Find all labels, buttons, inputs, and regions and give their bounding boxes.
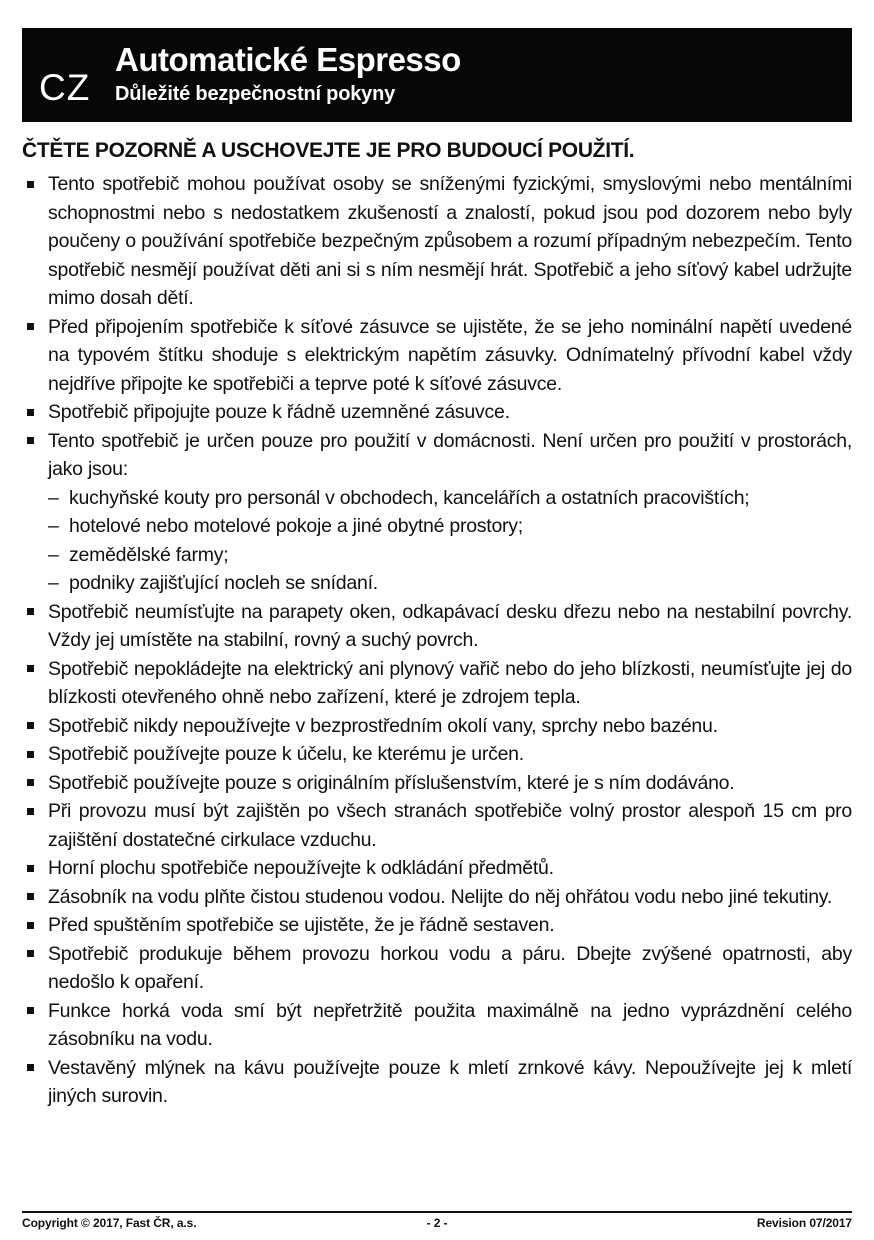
list-item-text: Při provozu musí být zajištěn po všech stranách spotřebiče volný prostor alespoň 15 cm pro zajištění dostatečné cirkulace vzduchu.	[48, 800, 852, 851]
square-bullet-icon	[27, 751, 34, 758]
list-item	[22, 911, 852, 940]
list-item	[22, 769, 852, 798]
safety-instructions-list	[22, 170, 852, 1111]
square-bullet-icon	[27, 437, 34, 444]
list-item	[22, 170, 852, 313]
list-item	[22, 797, 852, 854]
square-bullet-icon	[27, 893, 34, 900]
footer	[22, 1211, 852, 1230]
square-bullet-icon	[27, 181, 34, 188]
sub-list-item-text: podniky zajišťující nocleh se snídaní.	[69, 572, 378, 594]
square-bullet-icon	[27, 865, 34, 872]
list-item	[22, 313, 852, 399]
section-heading: ČTĚTE POZORNĚ A USCHOVEJTE JE PRO BUDOUCÍ POUŽITÍ.	[22, 139, 635, 162]
square-bullet-icon	[27, 779, 34, 786]
list-item-text: Spotřebič používejte pouze s originálním příslušenstvím, které je s ním dodáváno.	[48, 771, 735, 794]
list-item-text: Funkce horká voda smí být nepřetržitě použita maximálně na jedno vyprázdnění celého zásobníku na vodu.	[48, 999, 852, 1050]
title-block	[115, 41, 461, 106]
revision-text: Revision 07/2017	[756, 1216, 853, 1230]
list-item-text: Před připojením spotřebiče k síťové zásuvce se ujistěte, že se jeho nominální napětí uvedené na typovém štítku shoduje s elektrickým napětím zásuvky. Odnímatelný přívodní kabel vždy nejdříve připojte ke spotřebiči a teprve poté k síťové zásuvce.	[48, 315, 852, 395]
language-code-label: CZ	[39, 67, 91, 108]
square-bullet-icon	[27, 1007, 34, 1014]
square-bullet-icon	[27, 608, 34, 615]
sub-list-item-text: zemědělské farmy;	[69, 543, 229, 566]
list-item-text: Vestavěný mlýnek na kávu používejte pouze k mletí zrnkové kávy. Nepoužívejte jej k mletí jiných surovin.	[48, 1056, 852, 1107]
dash-icon: –	[48, 543, 59, 566]
sub-list-item-text: kuchyňské kouty pro personál v obchodech, kancelářích a ostatních pracovištích;	[69, 486, 750, 509]
list-item	[22, 655, 852, 712]
square-bullet-icon	[27, 665, 34, 672]
list-item	[22, 427, 852, 598]
square-bullet-icon	[27, 950, 34, 957]
list-item-text: Horní plochu spotřebiče nepoužívejte k odkládání předmětů.	[48, 857, 554, 879]
dash-icon: –	[48, 486, 59, 509]
dash-icon: –	[48, 515, 59, 537]
square-bullet-icon	[27, 1064, 34, 1071]
list-item	[22, 598, 852, 655]
sub-list-item	[48, 541, 852, 570]
list-item	[22, 997, 852, 1054]
list-item-text: Tento spotřebič je určen pouze pro použití v domácnosti. Není určen pro použití v prostorách, jako jsou:	[48, 429, 852, 480]
square-bullet-icon	[27, 722, 34, 729]
square-bullet-icon	[27, 808, 34, 815]
list-item-text: Před spuštěním spotřebiče se ujistěte, že je řádně sestaven.	[48, 914, 555, 936]
page-title: Automatické Espresso	[115, 41, 461, 78]
sub-list-item	[48, 484, 852, 513]
square-bullet-icon	[27, 323, 34, 330]
content-area	[22, 139, 852, 1111]
copyright-text: Copyright © 2017, Fast ČR, a.s.	[22, 1216, 197, 1230]
dash-icon: –	[48, 572, 59, 594]
list-item	[22, 854, 852, 883]
sub-list-item	[48, 569, 852, 598]
list-item	[22, 940, 852, 997]
list-item	[22, 1054, 852, 1111]
page-number: - 2 -	[426, 1216, 448, 1230]
list-item	[22, 883, 852, 912]
list-item-text: Tento spotřebič mohou používat osoby se sníženými fyzickými, smyslovými nebo mentálními schopnostmi nebo s nedostatkem zkušeností a znalostí, pokud jsou pod dozorem nebo byly poučeny o používání spotřebiče bezpečným způsobem a rozumí případným nebezpečím. Tento spotřebič nesmějí používat děti ani si s ním nesmějí hrát. Spotřebič a jeho síťový kabel udržujte mimo dosah dětí.	[48, 173, 852, 309]
page-subtitle: Důležité bezpečnostní pokyny	[115, 82, 396, 105]
list-item-text: Spotřebič produkuje během provozu horkou vodu a páru. Dbejte zvýšené opatrnosti, aby nedošlo k opaření.	[48, 942, 852, 993]
header-bar	[22, 28, 852, 122]
square-bullet-icon	[27, 922, 34, 929]
list-item-text: Spotřebič nepokládejte na elektrický ani plynový vařič nebo do jeho blízkosti, neumísťujte jej do blízkosti otevřeného ohně nebo zařízení, které je zdrojem tepla.	[48, 657, 852, 708]
list-item	[22, 712, 852, 741]
list-item-text: Spotřebič neumísťujte na parapety oken, odkapávací desku dřezu nebo na nestabilní povrchy. Vždy jej umístěte na stabilní, rovný a suchý povrch.	[48, 600, 852, 651]
list-item-text: Spotřebič připojujte pouze k řádně uzemněné zásuvce.	[48, 401, 510, 423]
sub-list-item-text: hotelové nebo motelové pokoje a jiné obytné prostory;	[69, 515, 523, 537]
sub-list	[48, 484, 852, 598]
list-item	[22, 398, 852, 427]
square-bullet-icon	[27, 409, 34, 416]
list-item-text: Spotřebič nikdy nepoužívejte v bezprostředním okolí vany, sprchy nebo bazénu.	[48, 714, 718, 737]
list-item	[22, 740, 852, 769]
list-item-text: Spotřebič používejte pouze k účelu, ke kterému je určen.	[48, 743, 524, 765]
list-item-text: Zásobník na vodu plňte čistou studenou vodou. Nelijte do něj ohřátou vodu nebo jiné tekutiny.	[48, 885, 833, 908]
sub-list-item	[48, 512, 852, 541]
